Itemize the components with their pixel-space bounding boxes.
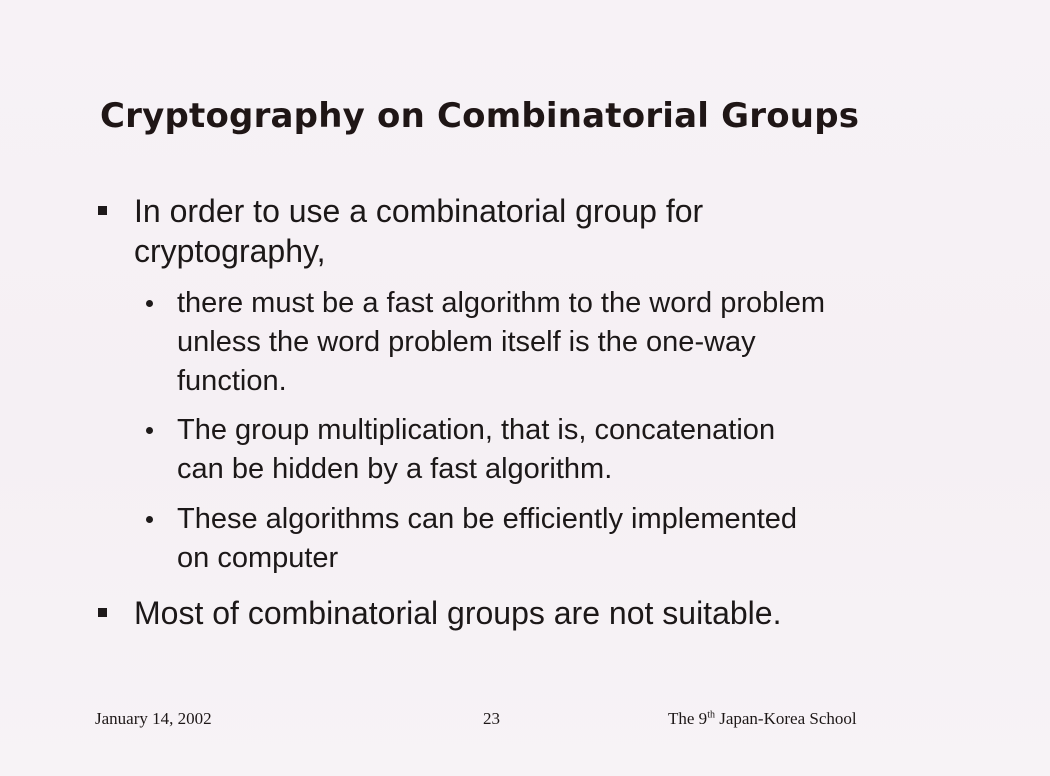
dot-bullet-icon <box>146 516 153 523</box>
dot-bullet-icon <box>146 427 153 434</box>
dot-bullet-icon <box>146 300 153 307</box>
sub-bullet-line: function. <box>177 365 287 397</box>
sub-bullet-line: These algorithms can be efficiently implemented <box>177 503 798 535</box>
sub-bullet-text <box>177 411 775 489</box>
sub-bullet-text <box>177 284 825 401</box>
sub-bullet-line: on computer <box>177 542 339 574</box>
bullet-line: In order to use a combinatorial group for <box>134 193 704 229</box>
sub-bullet-line: can be hidden by a fast algorithm. <box>177 453 613 485</box>
bullet-line: cryptography, <box>134 233 326 269</box>
square-bullet-icon <box>98 206 107 215</box>
bullet-text <box>134 191 703 271</box>
square-bullet-icon <box>98 608 107 617</box>
sub-bullet-line: there must be a fast algorithm to the word problem <box>177 287 825 319</box>
footer-event-suffix: Japan-Korea School <box>714 709 857 728</box>
footer-event-superscript: th <box>707 709 715 721</box>
footer-date: January 14, 2002 <box>95 709 212 728</box>
sub-bullet-line: The group multiplication, that is, concatenation <box>177 414 776 446</box>
bullet-line: Most of combinatorial groups are not suitable. <box>134 595 782 631</box>
bullet-text <box>134 593 781 633</box>
footer-page-number: 23 <box>483 709 500 728</box>
slide-title: Cryptography on Combinatorial Groups <box>100 96 860 136</box>
sub-bullet-line: unless the word problem itself is the one-way <box>177 326 756 358</box>
footer-event-prefix: The 9 <box>668 709 708 728</box>
sub-bullet-text <box>177 500 797 578</box>
footer-event <box>668 709 857 729</box>
